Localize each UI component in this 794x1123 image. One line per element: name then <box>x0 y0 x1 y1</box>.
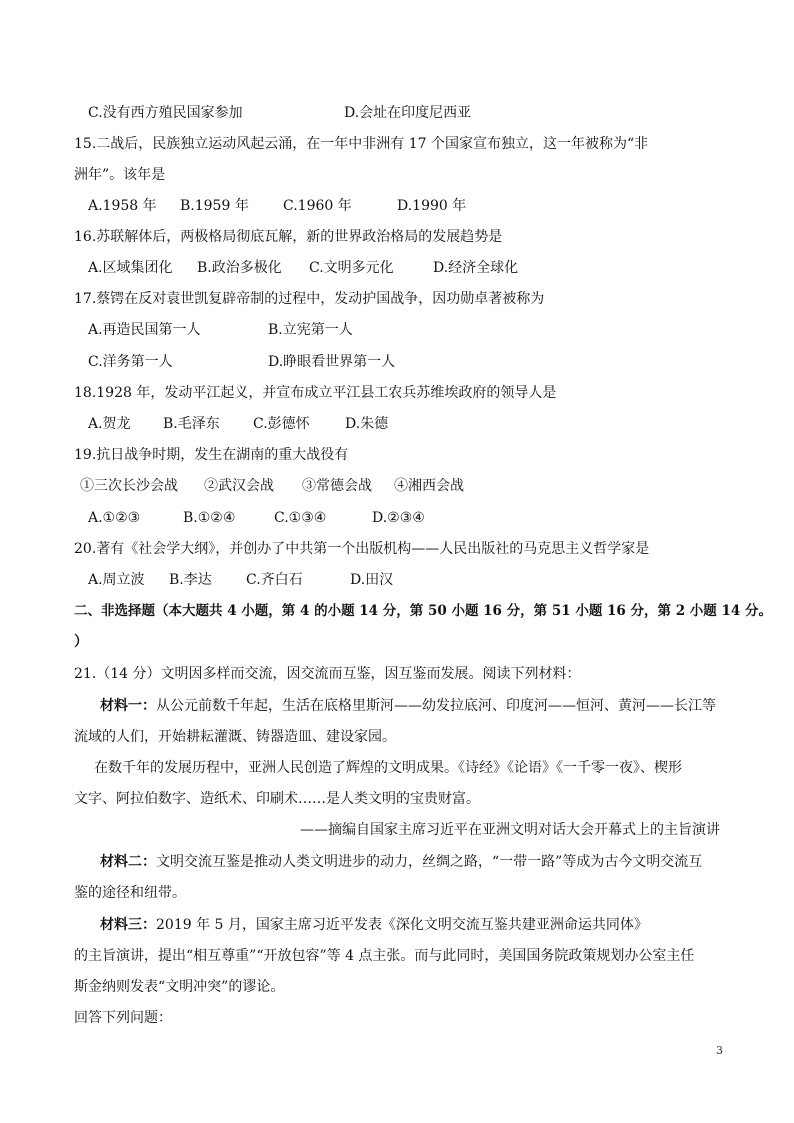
q21-material1-line2: 流域的人们，开始耕耘灌溉、铸器造皿、建设家园。 <box>74 729 396 745</box>
q17-option-a: A.再造民国第一人 <box>88 322 201 338</box>
section2-heading-line1: 二、非选择题（本大题共 4 小题，第 4 的小题 14 分，第 50 小题 16 分，第 51 小题 16 分，第 2 小题 14 分。 <box>74 603 772 619</box>
q21-material1-line1 <box>100 697 716 715</box>
q21-material1-line3: 在数千年的发展历程中，亚洲人民创造了辉煌的文明成果。《诗经》《论语》《一千零一夜》、楔形 <box>94 760 682 776</box>
q21-material3-line3: 斯金纳则发表“文明冲突”的谬论。 <box>74 979 285 995</box>
q17-option-b: B.立宪第一人 <box>268 322 353 338</box>
q15-option-c: C.1960 年 <box>283 198 352 214</box>
q21-material1-line4: 文字、阿拉伯数字、造纸术、印刷术……是人类文明的宝贵财富。 <box>74 791 480 807</box>
q18-option-d: D.朱德 <box>345 416 389 432</box>
page-number: 3 <box>716 1044 723 1057</box>
q21-material3-label: 材料三： <box>100 917 156 933</box>
q20-option-b: B.李达 <box>169 572 212 588</box>
q21-material3-line1 <box>100 916 648 934</box>
q19-option-d: D.②③④ <box>372 510 425 526</box>
q17-option-d: D.睁眼看世界第一人 <box>268 354 396 370</box>
q21-material1-source: ——摘编自国家主席习近平在亚洲文明对话大会开幕式上的主旨演讲 <box>300 822 720 838</box>
q14-option-d: D.会址在印度尼西亚 <box>344 105 472 121</box>
q15-option-d: D.1990 年 <box>397 198 467 214</box>
q16-stem: 16.苏联解体后，两极格局彻底瓦解，新的世界政治格局的发展趋势是 <box>74 229 503 245</box>
q15-stem-line1: 15.二战后，民族独立运动风起云涌，在一年中非洲有 17 个国家宣布独立，这一年被称为“非 <box>74 136 649 152</box>
q20-option-d: D.田汉 <box>350 572 394 588</box>
q19-item-4: ④湘西会战 <box>394 478 464 494</box>
q15-option-b: B.1959 年 <box>180 198 249 214</box>
q19-option-b: B.①②④ <box>183 510 236 526</box>
q21-material2-line2: 鉴的途径和纽带。 <box>74 885 186 901</box>
q21-intro: 21.（14 分）文明因多样而交流，因交流而互鉴，因互鉴而发展。阅读下列材料： <box>74 666 581 682</box>
q19-option-a: A.①②③ <box>88 510 141 526</box>
q17-stem: 17.蔡锷在反对袁世凯复辟帝制的过程中，发动护国战争，因功勋卓著被称为 <box>74 291 545 307</box>
q20-option-a: A.周立波 <box>88 572 145 588</box>
q21-material1-text1: 从公元前数千年起，生活在底格里斯河——幼发拉底河、印度河——恒河、黄河——长江等 <box>156 698 716 714</box>
q15-option-a: A.1958 年 <box>88 198 157 214</box>
q18-stem: 18.1928 年，发动平江起义，并宣布成立平江县工农兵苏维埃政府的领导人是 <box>74 385 557 401</box>
q16-option-a: A.区域集团化 <box>88 260 173 276</box>
q17-option-c: C.洋务第一人 <box>88 354 173 370</box>
q16-option-b: B.政治多极化 <box>197 260 282 276</box>
q18-option-b: B.毛泽东 <box>163 416 220 432</box>
q14-option-c: C.没有西方殖民国家参加 <box>88 105 243 121</box>
q21-material1-label: 材料一： <box>100 698 156 714</box>
q21-material2-label: 材料二： <box>100 854 156 870</box>
q21-material2-text1: 文明交流互鉴是推动人类文明进步的动力，丝绸之路，“一带一路”等成为古今文明交流互 <box>156 854 703 870</box>
q16-option-d: D.经济全球化 <box>433 260 519 276</box>
q20-option-c: C.齐白石 <box>246 572 303 588</box>
q19-stem: 19.抗日战争时期，发生在湖南的重大战役有 <box>74 447 349 463</box>
q21-answer-prompt: 回答下列问题： <box>74 1010 172 1026</box>
q19-option-c: C.①③④ <box>274 510 327 526</box>
q19-item-3: ③常德会战 <box>302 478 372 494</box>
q19-item-1: ①三次长沙会战 <box>80 478 178 494</box>
q18-option-a: A.贺龙 <box>88 416 131 432</box>
q20-stem: 20.著有《社会学大纲》，并创办了中共第一个出版机构——人民出版社的马克思主义哲学家是 <box>74 541 650 557</box>
q15-stem-line2: 洲年”。该年是 <box>74 167 166 183</box>
q16-option-c: C.文明多元化 <box>309 260 394 276</box>
q21-material3-text1: 2019 年 5 月，国家主席习近平发表《深化文明交流互鉴共建亚洲命运共同体》 <box>156 917 648 933</box>
q21-material2-line1 <box>100 853 702 871</box>
q19-item-2: ②武汉会战 <box>204 478 274 494</box>
q18-option-c: C.彭德怀 <box>253 416 310 432</box>
q21-material3-line2: 的主旨演讲，提出“相互尊重”“开放包容”等 4 点主张。而与此同时，美国国务院政策规划办公室主任 <box>74 948 695 964</box>
section2-heading-line2: ） <box>74 634 88 650</box>
